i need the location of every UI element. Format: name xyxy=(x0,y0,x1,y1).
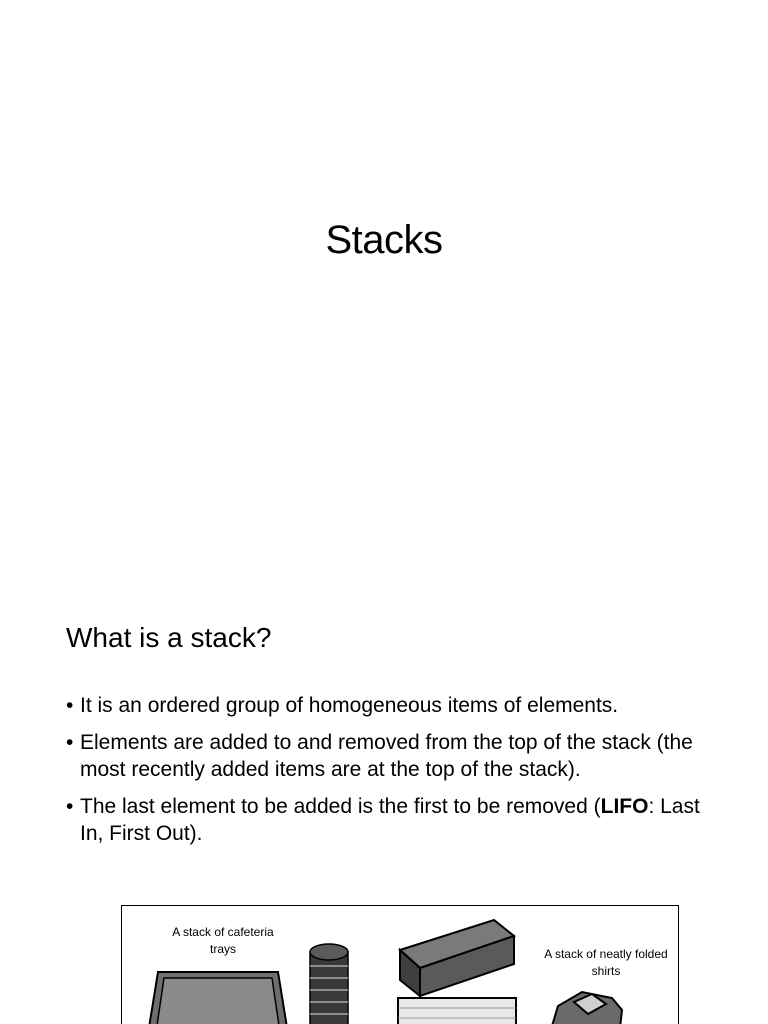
bullet-text: It is an ordered group of homogeneous items of elements. xyxy=(80,694,619,717)
slide-title: Stacks xyxy=(325,218,443,262)
bullet-dot: • xyxy=(66,694,74,717)
trays-icon xyxy=(146,972,290,1024)
bullet-list xyxy=(66,692,706,857)
shirts-label: A stack of neatly folded shirts xyxy=(544,947,668,978)
bullet-text-start: The last element to be added is the first to be removed ( xyxy=(80,795,601,818)
trays-label: A stack of cafeteria trays xyxy=(172,925,274,956)
bullet-item xyxy=(66,793,706,847)
boxes-icon xyxy=(398,920,516,1024)
shirts-icon xyxy=(546,992,622,1024)
bullet-dot: • xyxy=(66,731,74,754)
bullet-text: Elements are added to and removed from the top of the stack (the most recently added items are at the top of the stack). xyxy=(80,731,693,781)
content-slide xyxy=(0,600,768,1024)
stack-examples-figure xyxy=(121,905,679,1024)
bullet-dot: • xyxy=(66,795,74,818)
coins-icon xyxy=(310,944,348,1024)
slide-heading: What is a stack? xyxy=(66,622,272,653)
bullet-item xyxy=(66,729,706,783)
lifo-term: LIFO xyxy=(600,795,649,818)
bullet-text-end: : Last In, First Out). xyxy=(80,795,700,845)
bullet-item xyxy=(66,692,706,719)
